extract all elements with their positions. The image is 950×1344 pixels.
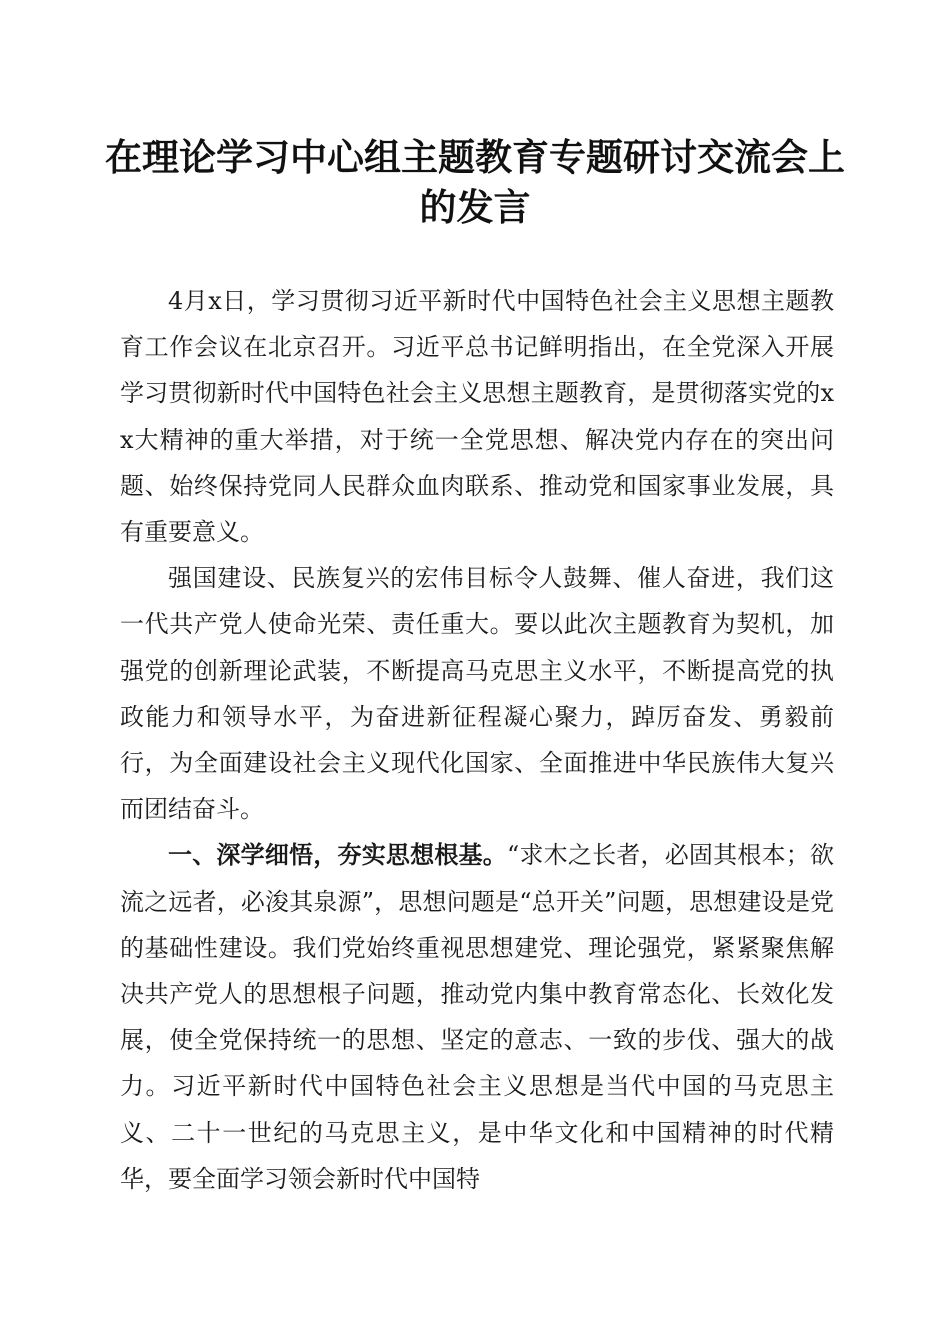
document-body: [120, 278, 834, 1202]
section-heading: 一、深学细悟，夯实思想根基。: [168, 840, 507, 870]
paragraph-3: [120, 832, 834, 1202]
paragraph-2-text: 强国建设、民族复兴的宏伟目标令人鼓舞、催人奋进，我们这一代共产党人使命光荣、责任重大。要以此次主题教育为契机，加强党的创新理论武装，不断提高马克思主义水平，不断提高党的执政能力和领导水平，为奋进新征程凝心聚力，踔厉奋发、勇毅前行，为全面建设社会主义现代化国家、全面推进中华民族伟大复兴而团结奋斗。: [120, 564, 834, 824]
paragraph-3-text: “求木之长者，必固其根本；欲流之远者，必浚其泉源”，思想问题是“总开关”问题，思想建设是党的基础性建设。我们党始终重视思想建党、理论强党，紧紧聚焦解决共产党人的思想根子问题，推动党内集中教育常态化、长效化发展，使全党保持统一的思想、坚定的意志、一致的步伐、强大的战力。习近平新时代中国特色社会主义思想是当代中国的马克思主义、二十一世纪的马克思主义，是中华文化和中国精神的时代精华，要全面学习领会新时代中国特: [120, 841, 834, 1193]
paragraph-1-text: 4月x日，学习贯彻习近平新时代中国特色社会主义思想主题教育工作会议在北京召开。习近平总书记鲜明指出，在全党深入开展学习贯彻新时代中国特色社会主义思想主题教育，是贯彻落实党的xx大精神的重大举措，对于统一全党思想、解决党内存在的突出问题、始终保持党同人民群众血肉联系、推动党和国家事业发展，具有重要意义。: [120, 287, 834, 547]
document-title: 在理论学习中心组主题教育专题研讨交流会上的发言: [105, 135, 845, 229]
paragraph-1: [120, 278, 834, 555]
paragraph-2: [120, 555, 834, 832]
